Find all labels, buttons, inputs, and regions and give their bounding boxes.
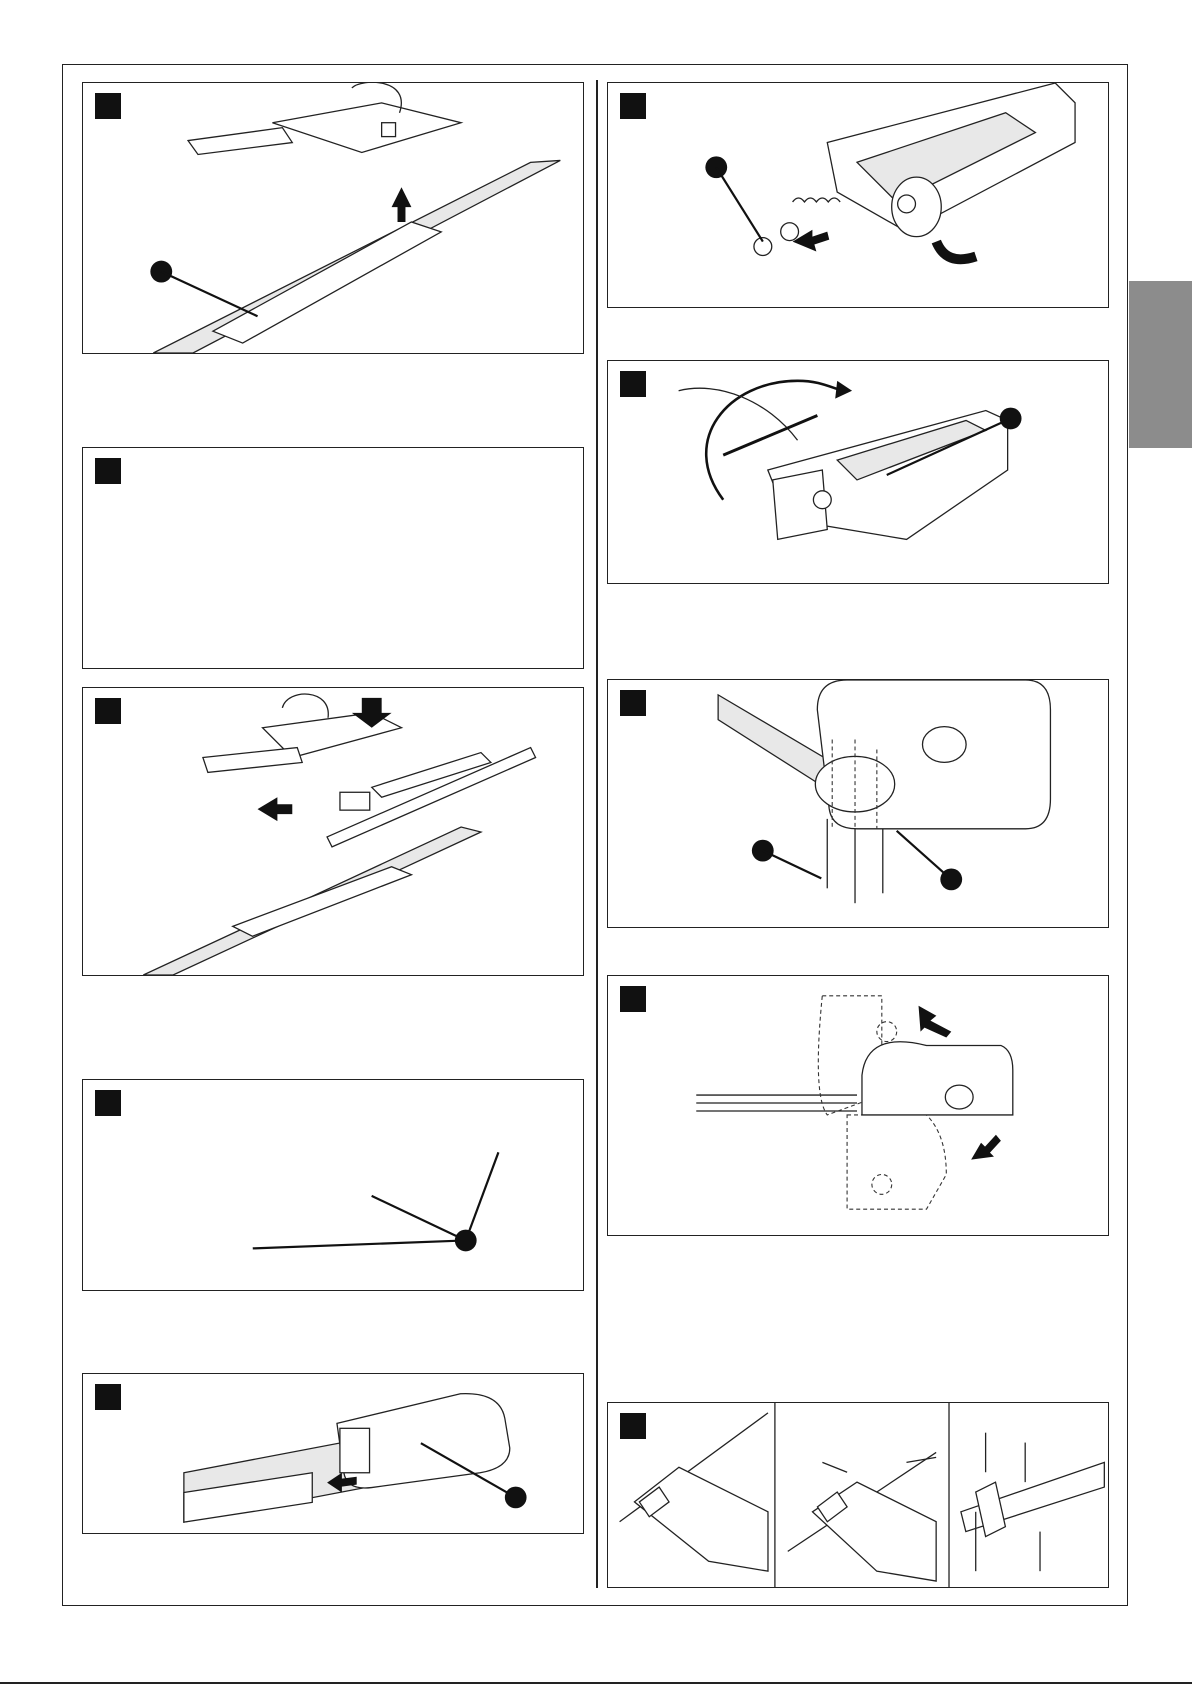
rack-insertion-illustration bbox=[83, 688, 583, 975]
end-cap-illustration bbox=[83, 1374, 583, 1533]
figure-panel-right-5 bbox=[607, 1402, 1109, 1588]
rail-carriage-illustration bbox=[83, 83, 583, 353]
motor-head-mounting-illustration bbox=[608, 680, 1108, 927]
figure-panel-left-2 bbox=[82, 447, 584, 669]
column-divider bbox=[596, 80, 598, 1588]
figure-panel-right-3 bbox=[607, 679, 1109, 928]
figure-panel-right-1 bbox=[607, 82, 1109, 308]
callout-dot-icon bbox=[1000, 408, 1022, 430]
leader-lines-illustration bbox=[83, 1080, 583, 1290]
figure-panel-right-2 bbox=[607, 360, 1109, 584]
head-rotation-illustration bbox=[608, 976, 1108, 1235]
figure-panel-left-1 bbox=[82, 82, 584, 354]
spring-nut-illustration bbox=[608, 83, 1108, 307]
callout-dot-icon bbox=[505, 1487, 527, 1509]
hex-key-adjustment-illustration bbox=[608, 361, 1108, 583]
callout-dot-icon bbox=[455, 1230, 477, 1252]
figure-number-badge-icon bbox=[95, 458, 121, 484]
figure-panel-left-3 bbox=[82, 687, 584, 976]
figure-panel-left-4 bbox=[82, 1079, 584, 1291]
figure-panel-right-4 bbox=[607, 975, 1109, 1236]
bracket-fixing-sequence-illustration bbox=[608, 1403, 1108, 1587]
page-bottom-rule bbox=[0, 1682, 1192, 1684]
figure-panel-left-5 bbox=[82, 1373, 584, 1534]
language-side-tab bbox=[1129, 281, 1192, 448]
